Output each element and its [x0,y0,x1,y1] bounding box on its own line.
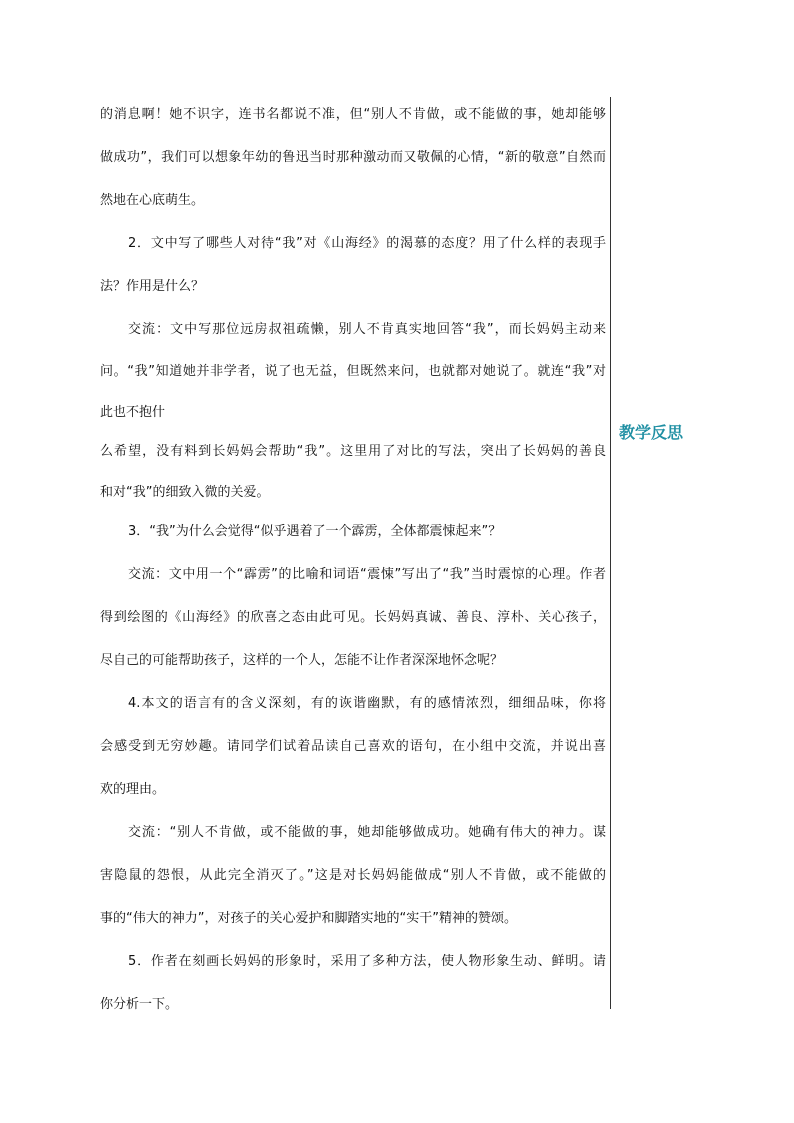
text-line: 么希望，没有料到长妈妈会帮助“我”。这里用了对比的写法，突出了长妈妈的善良 [100,444,606,459]
text-line: 然地在心底萌生。 [100,193,205,208]
text-line: 法？作用是什么？ [100,279,205,294]
text-line: 3．“我”为什么会觉得“似乎遇着了一个霹雳，全体都震悚起来”？ [128,524,502,539]
text-line: 交流：文中用一个“霹雳”的比喻和词语“震悚”写出了“我”当时震惊的心理。作者 [128,567,606,582]
text-line: 得到绘图的《山海经》的欣喜之态由此可见。长妈妈真诚、善良、淳朴、关心孩子， [100,610,606,625]
text-line: 交流：文中写那位远房叔祖疏懒，别人不肯真实地回答“我”，而长妈妈主动来 [128,322,606,337]
text-line: 的消息啊！她不识字，连书名都说不准，但“别人不肯做，或不能做的事，她却能够 [100,107,606,122]
text-line: 2．文中写了哪些人对待“我”对《山海经》的渴慕的态度？用了什么样的表现手 [128,236,606,251]
column-divider [610,97,611,1009]
text-line: 会感受到无穷妙趣。请同学们试着品读自己喜欢的语句，在小组中交流，并说出喜 [100,739,606,754]
text-line: 害隐鼠的怨恨，从此完全消灭了。”这是对长妈妈能做成“别人不肯做，或不能做的 [100,868,606,883]
text-line: 尽自己的可能帮助孩子，这样的一个人，怎能不让作者深深地怀念呢？ [100,653,504,668]
text-line: 事的“伟大的神力”，对孩子的关心爱护和脚踏实地的“实干”精神的赞颂。 [100,911,517,926]
text-line: 交流：“别人不肯做，或不能做的事，她却能够做成功。她确有伟大的神力。谋 [128,825,606,840]
text-line: 问。“我”知道她并非学者，说了也无益，但既然来问，也就都对她说了。就连“我”对 [100,364,606,379]
text-line: 和对“我”的细致入微的关爱。 [100,485,270,500]
side-title-teaching-reflection: 教学反思 [619,423,684,442]
text-line: 4.本文的语言有的含义深刻，有的诙谐幽默，有的感情浓烈，细细品味，你将 [128,696,606,711]
text-line: 做成功”，我们可以想象年幼的鲁迅当时那种激动而又敬佩的心情，“新的敬意”自然而 [100,150,606,165]
text-line: 5．作者在刻画长妈妈的形象时，采用了多种方法，使人物形象生动、鲜明。请 [128,954,606,969]
text-line: 此也不抱什 [100,405,166,420]
text-line: 欢的理由。 [100,782,166,797]
text-line: 你分析一下。 [100,997,179,1012]
